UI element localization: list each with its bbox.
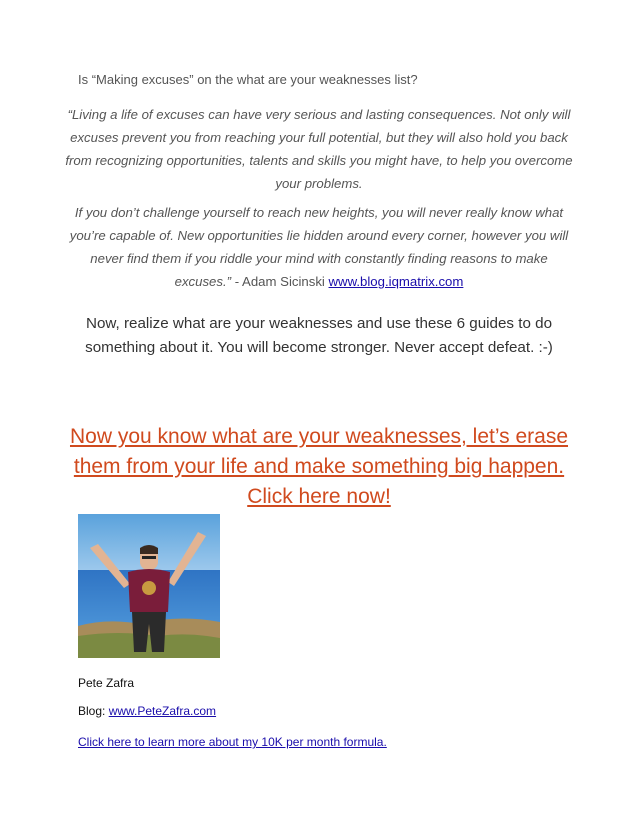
- call-to-action-link[interactable]: Now you know what are your weaknesses, let’s erase them from your life and make something big happen. Click here now!: [69, 425, 569, 508]
- blog-link[interactable]: www.PeteZafra.com: [108, 704, 217, 718]
- quote-paragraph-2: [62, 201, 576, 293]
- author-blog: [78, 704, 216, 718]
- quote-paragraph-1: “Living a life of excuses can have very serious and lasting consequences. Not only will excuses prevent you from reaching your full potential, but they will also hold you back from recognizing opportunities, talents and skills you might have, to help you overcome your problems.: [65, 107, 573, 191]
- formula-link[interactable]: Click here to learn more about my 10K per month formula.: [78, 735, 387, 749]
- question-heading: Is “Making excuses” on the what are your weaknesses list?: [78, 72, 418, 87]
- author-photo: [78, 514, 220, 658]
- author-name: Pete Zafra: [78, 676, 135, 690]
- quote-attribution: - Adam Sicinski: [231, 274, 329, 289]
- quote-paragraph-2-text: If you don’t challenge yourself to reach new heights, you will never really know what you’re capable of. New opportunities lie hidden around every corner, however you will never find them if you riddle your mind with constantly finding reasons to make excuses.”: [69, 205, 569, 289]
- advice-paragraph: Now, realize what are your weaknesses and use these 6 guides to do something about it. You will become stronger. Never accept defeat. :-): [85, 315, 553, 356]
- blog-label: Blog:: [78, 704, 109, 718]
- iqmatrix-link[interactable]: www.blog.iqmatrix.com: [328, 274, 464, 289]
- author-photo-image: [78, 514, 220, 658]
